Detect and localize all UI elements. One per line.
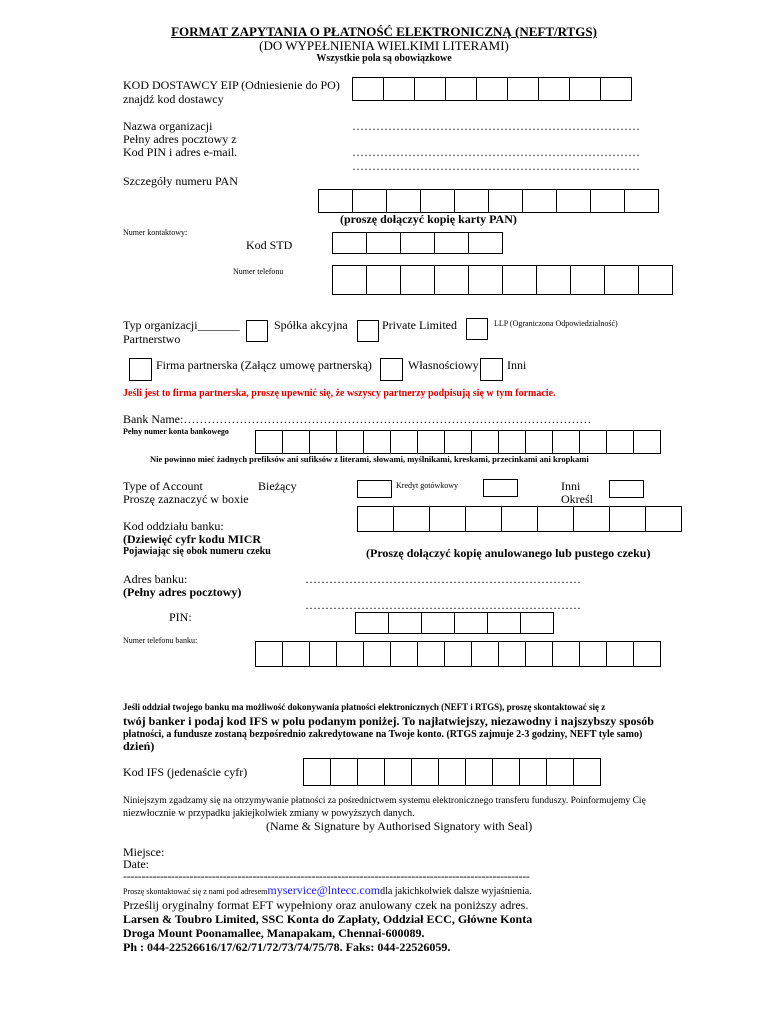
tick-box-label: Proszę zaznaczyć w boxie — [123, 492, 249, 506]
cash-credit-checkbox[interactable] — [483, 479, 518, 497]
vendor-code-cell[interactable] — [414, 77, 446, 101]
separator-rule: -------------------------------------------------------------------------------------------------------------- — [123, 869, 530, 883]
pin-cell[interactable] — [487, 612, 521, 634]
pan-cell[interactable] — [556, 189, 591, 213]
pin-label: PIN: — [169, 610, 192, 624]
form-title: FORMAT ZAPYTANIA O PŁATNOŚĆ ELEKTRONICZNĄ (NEFT/RTGS) — [171, 24, 597, 39]
bank-phone-label: Numer telefonu banku: — [123, 636, 198, 645]
other-type-label: Inni — [507, 358, 527, 372]
bank-phone-cell[interactable] — [417, 641, 445, 667]
other-type-checkbox[interactable] — [480, 358, 503, 381]
branch-code-label: Kod oddziału banku: — [123, 519, 224, 533]
bank-address-label: Adres banku: — [123, 572, 188, 586]
private-limited-checkbox[interactable] — [357, 320, 379, 342]
phone-cell[interactable] — [332, 265, 367, 295]
phone-label: Numer telefonu — [233, 267, 284, 276]
account-cell[interactable] — [417, 430, 445, 454]
vendor-code-cell[interactable] — [569, 77, 601, 101]
micr-cell[interactable] — [393, 506, 430, 532]
phone-cell[interactable] — [468, 265, 503, 295]
micr-cell[interactable] — [609, 506, 646, 532]
phone-cell[interactable] — [570, 265, 605, 295]
account-cell[interactable] — [633, 430, 661, 454]
specify-label: Określ — [561, 492, 593, 506]
ifs-cell[interactable] — [330, 758, 358, 786]
llp-label: LLP (Ograniczona Odpowiedzialność) — [494, 319, 618, 328]
firm-partnership-label: Firma partnerska (Załącz umowę partnerską) — [156, 358, 372, 372]
org-address-label: Pełny adres pocztowy z — [123, 132, 237, 146]
micr-cell[interactable] — [537, 506, 574, 532]
micr-label: (Dziewięć cyfr kodu MICR — [123, 532, 262, 546]
phone-cell[interactable] — [604, 265, 639, 295]
current-account-checkbox[interactable] — [357, 480, 392, 498]
account-cell[interactable] — [471, 430, 499, 454]
std-code-cell[interactable] — [366, 232, 401, 254]
bank-phone-cell[interactable] — [282, 641, 310, 667]
std-code-cell[interactable] — [468, 232, 503, 254]
other-account-label: Inni — [561, 479, 581, 493]
ifs-intro-line4: dzień) — [123, 739, 155, 753]
std-code-cell[interactable] — [332, 232, 367, 254]
ifs-cell[interactable] — [546, 758, 574, 786]
bank-phone-cell[interactable] — [579, 641, 607, 667]
account-cell[interactable] — [444, 430, 472, 454]
cash-credit-label: Kredyt gotówkowy — [396, 481, 458, 490]
place-label: Miejsce: — [123, 845, 165, 859]
pan-cell[interactable] — [420, 189, 455, 213]
ifs-cell[interactable] — [303, 758, 331, 786]
bank-phone-cell[interactable] — [255, 641, 283, 667]
bank-phone-cell[interactable] — [606, 641, 634, 667]
contact-us-prefix: Proszę skontaktować się z nami pod adresem — [123, 887, 268, 896]
company-address-line2: Droga Mount Poonamallee, Manapakam, Chennai-600089. — [123, 926, 425, 940]
pan-boxes — [318, 189, 659, 213]
proprietor-checkbox[interactable] — [380, 358, 403, 381]
micr-cell[interactable] — [357, 506, 394, 532]
pin-cell[interactable] — [454, 612, 488, 634]
org-address-field[interactable]: ……………………………………………………………… — [352, 145, 640, 159]
signature-label: (Name & Signature by Authorised Signatory with Seal) — [266, 819, 533, 833]
bank-name-label — [123, 413, 591, 427]
ifs-cell[interactable] — [438, 758, 466, 786]
bank-phone-boxes — [255, 641, 661, 667]
vendor-code-label: KOD DOSTAWCY EIP (Odniesienie do PO) — [123, 78, 340, 92]
micr-boxes — [357, 506, 682, 532]
ifs-code-boxes — [303, 758, 601, 786]
account-cell[interactable] — [606, 430, 634, 454]
micr-hint: Pojawiając się obok numeru czeku — [123, 546, 271, 557]
bank-address-full-label: (Pełny adres pocztowy) — [123, 585, 242, 599]
llp-checkbox[interactable] — [466, 318, 488, 340]
micr-cell[interactable] — [465, 506, 502, 532]
consent-line1: Niniejszym zgadzamy się na otrzymywanie płatności za pośrednictwem systemu elektronicznego transferu funduszy. Poinformujemy Cię — [123, 796, 646, 806]
org-type-label-text: Typ organizacji — [123, 318, 198, 332]
account-cell[interactable] — [498, 430, 526, 454]
account-type-label: Type of Account — [123, 479, 203, 493]
ifs-cell[interactable] — [519, 758, 547, 786]
micr-cell[interactable] — [501, 506, 538, 532]
org-pin-email-label: Kod PIN i adres e-mail. — [123, 145, 238, 159]
bank-phone-cell[interactable] — [363, 641, 391, 667]
pin-cell[interactable] — [388, 612, 422, 634]
account-cell[interactable] — [309, 430, 337, 454]
pan-cell[interactable] — [590, 189, 625, 213]
spolka-checkbox[interactable] — [246, 320, 268, 342]
private-limited-label: Private Limited — [382, 318, 457, 332]
partnership-label: Partnerstwo — [123, 332, 181, 346]
account-number-boxes — [255, 430, 661, 454]
phone-cell[interactable] — [400, 265, 435, 295]
pin-boxes — [355, 612, 554, 634]
spolka-label: Spółka akcyjna — [274, 318, 348, 332]
ifs-intro-line2: twój banker i podaj kod IFS w polu podanym poniżej. To najłatwiejszy, niezawodny i najszybszy sposób — [123, 714, 654, 728]
org-name-field[interactable]: ……………………………………………………………… — [352, 119, 640, 133]
send-instructions: Prześlij oryginalny format EFT wypełniony oraz anulowany czek na poniższy adres. — [123, 898, 529, 912]
pan-cell[interactable] — [318, 189, 353, 213]
pan-cell[interactable] — [624, 189, 659, 213]
bank-phone-cell[interactable] — [309, 641, 337, 667]
date-label: Date: — [123, 857, 149, 871]
bank-phone-cell[interactable] — [633, 641, 661, 667]
account-cell[interactable] — [390, 430, 418, 454]
std-code-boxes — [332, 232, 503, 254]
vendor-code-cell[interactable] — [445, 77, 477, 101]
partnership-warning: Jeśli jest to firma partnerska, proszę upewnić się, że wszyscy partnerzy podpisują się w tym formacie. — [123, 388, 556, 399]
phone-boxes — [332, 265, 673, 295]
contact-email-link[interactable]: myservice@lntecc.com — [267, 883, 381, 897]
std-code-cell[interactable] — [434, 232, 469, 254]
vendor-code-cell[interactable] — [507, 77, 539, 101]
micr-cell[interactable] — [645, 506, 682, 532]
bank-name-field[interactable]: ………………………………………………………………………………………… — [183, 412, 592, 426]
bank-phone-cell[interactable] — [336, 641, 364, 667]
ifs-cell[interactable] — [492, 758, 520, 786]
vendor-code-cell[interactable] — [383, 77, 415, 101]
vendor-code-hint: znajdź kod dostawcy — [123, 92, 224, 106]
no-prefix-note: Nie powinno mieć żadnych prefiksów ani sufiksów z literami, słowami, myślnikami, kreskami, przecinkami ani kropkami — [150, 454, 589, 464]
pan-cell[interactable] — [522, 189, 557, 213]
company-address-line1: Larsen & Toubro Limited, SSC Konta do Zapłaty, Oddział ECC, Główne Konta — [123, 912, 533, 926]
vendor-code-boxes — [352, 77, 632, 101]
phone-cell[interactable] — [638, 265, 673, 295]
cheque-note: (Proszę dołączyć kopię anulowanego lub pustego czeku) — [366, 546, 651, 560]
bank-name-text: Bank Name: — [123, 412, 184, 426]
pin-cell[interactable] — [421, 612, 455, 634]
contact-us-suffix: dla jakichkolwiek dalsze wyjaśnienia. — [380, 886, 532, 897]
phone-cell[interactable] — [434, 265, 469, 295]
account-cell[interactable] — [579, 430, 607, 454]
consent-line2: niezwłocznie w przypadku jakiejkolwiek zmiany w powyższych danych. — [123, 808, 415, 819]
contact-us-line — [123, 884, 532, 898]
ifs-cell[interactable] — [573, 758, 601, 786]
form-subtitle: (DO WYPEŁNIENIA WIELKIMI LITERAMI) — [259, 38, 509, 53]
bank-address-field-2[interactable]: …………………………………………………………… — [305, 598, 581, 612]
std-code-cell[interactable] — [400, 232, 435, 254]
pan-cell[interactable] — [488, 189, 523, 213]
micr-cell[interactable] — [429, 506, 466, 532]
vendor-code-cell[interactable] — [476, 77, 508, 101]
account-cell[interactable] — [363, 430, 391, 454]
bank-address-field[interactable]: …………………………………………………………… — [305, 572, 581, 586]
std-code-label: Kod STD — [246, 238, 293, 252]
ifs-code-label: Kod IFS (jedenaście cyfr) — [123, 765, 248, 779]
phone-cell[interactable] — [536, 265, 571, 295]
account-cell[interactable] — [282, 430, 310, 454]
org-type-label: Typ organizacji_______ — [123, 318, 240, 332]
bank-phone-cell[interactable] — [390, 641, 418, 667]
ifs-cell[interactable] — [465, 758, 493, 786]
pan-cell[interactable] — [454, 189, 489, 213]
micr-cell[interactable] — [573, 506, 610, 532]
bank-phone-cell[interactable] — [498, 641, 526, 667]
mandatory-note: Wszystkie pola są obowiązkowe — [316, 53, 452, 64]
bank-phone-cell[interactable] — [471, 641, 499, 667]
contact-label: Numer kontaktowy: — [123, 228, 188, 237]
pan-note: (proszę dołączyć kopię karty PAN) — [340, 212, 517, 226]
ifs-cell[interactable] — [357, 758, 385, 786]
account-cell[interactable] — [525, 430, 553, 454]
pan-cell[interactable] — [386, 189, 421, 213]
phone-cell[interactable] — [502, 265, 537, 295]
account-cell[interactable] — [552, 430, 580, 454]
account-cell[interactable] — [336, 430, 364, 454]
vendor-code-cell[interactable] — [352, 77, 384, 101]
vendor-code-cell[interactable] — [600, 77, 632, 101]
ifs-cell[interactable] — [384, 758, 412, 786]
ifs-intro-line1: Jeśli oddział twojego banku ma możliwość dokonywania płatności elektronicznych (NEFT i RTGS), proszę skontaktować się z — [123, 702, 606, 712]
bank-phone-cell[interactable] — [525, 641, 553, 667]
firm-partnership-checkbox[interactable] — [129, 358, 152, 381]
pin-cell[interactable] — [355, 612, 389, 634]
org-name-label: Nazwa organizacji — [123, 119, 213, 133]
pan-cell[interactable] — [352, 189, 387, 213]
ifs-cell[interactable] — [411, 758, 439, 786]
current-account-label: Bieżący — [258, 479, 297, 493]
proprietor-label: Własnościowy — [408, 358, 479, 372]
bank-phone-cell[interactable] — [444, 641, 472, 667]
account-number-label: Pełny numer konta bankowego — [123, 427, 229, 436]
bank-phone-cell[interactable] — [552, 641, 580, 667]
org-address-field-2[interactable]: ……………………………………………………………… — [352, 159, 640, 173]
vendor-code-cell[interactable] — [538, 77, 570, 101]
pin-cell[interactable] — [520, 612, 554, 634]
other-account-checkbox[interactable] — [609, 480, 644, 498]
ifs-intro-line3: płatności, a fundusze zostaną bezpośrednio zakredytowane na Twoje konto. (RTGS zajmuje 2-3 godziny, NEFT tyle samo) — [123, 729, 643, 740]
company-phones: Ph : 044-22526616/17/62/71/72/73/74/75/78. Faks: 044-22526059. — [123, 940, 451, 954]
phone-cell[interactable] — [366, 265, 401, 295]
account-cell[interactable] — [255, 430, 283, 454]
pan-label: Szczegóły numeru PAN — [123, 174, 238, 188]
